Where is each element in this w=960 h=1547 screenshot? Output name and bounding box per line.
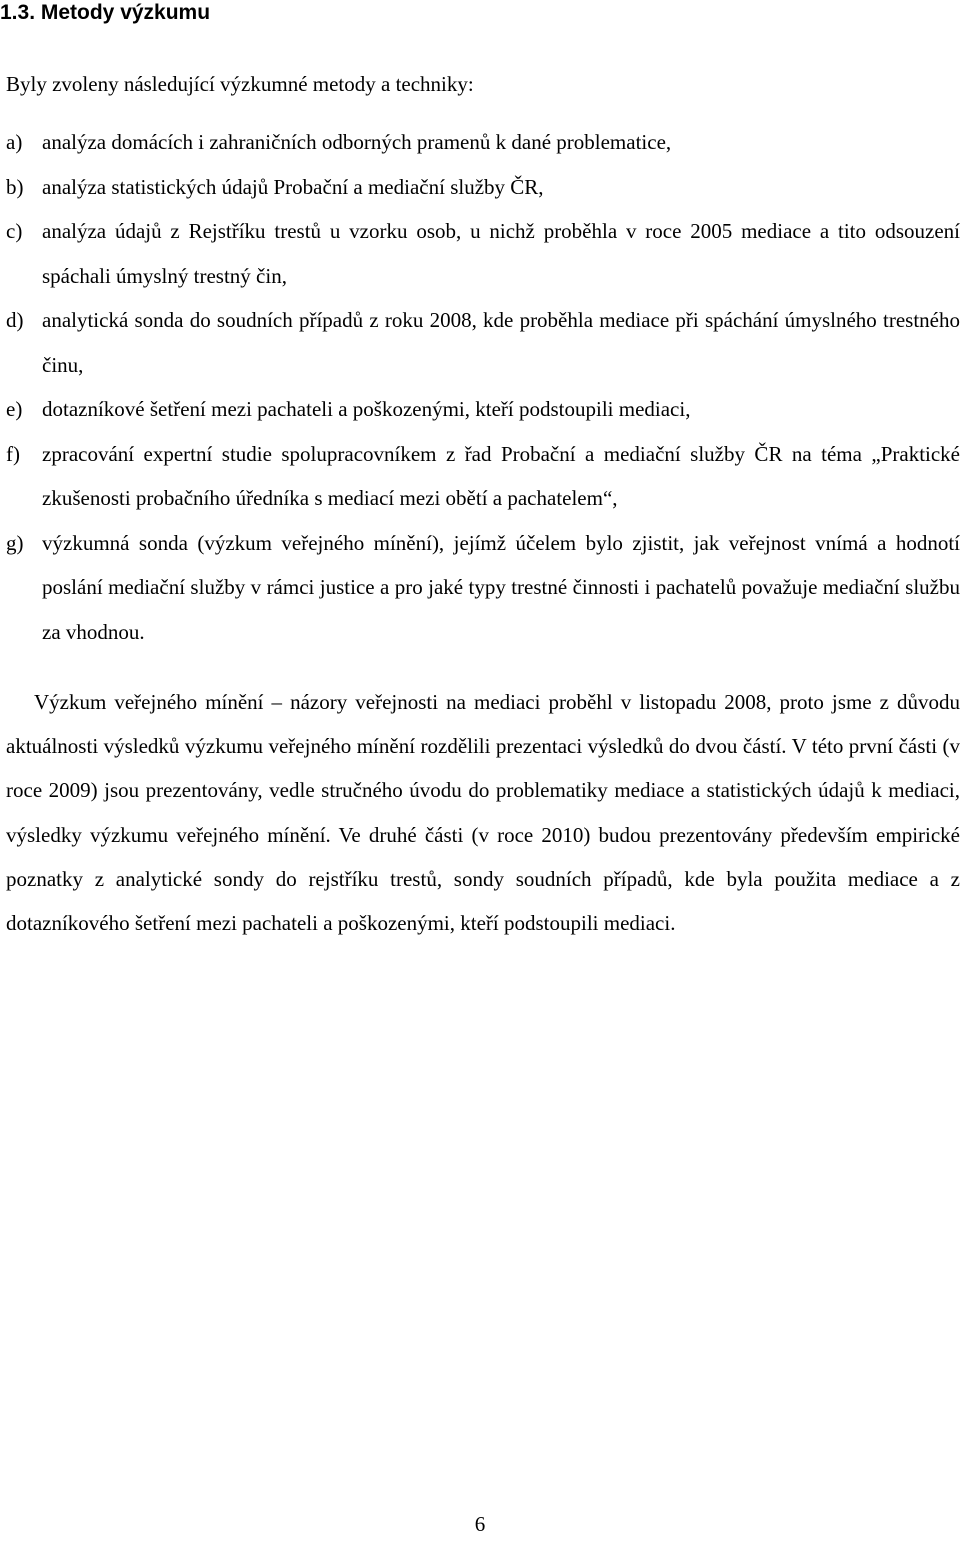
section-heading: 1.3. Metody výzkumu — [0, 1, 211, 24]
list-item — [0, 298, 960, 387]
methods-list — [0, 120, 960, 654]
list-item-text: analýza statistických údajů Probační a mediační služby ČR, — [42, 174, 544, 199]
list-item-text: dotazníkové šetření mezi pachateli a poškozenými, kteří podstoupili mediaci, — [42, 397, 691, 421]
list-marker: g) — [6, 530, 24, 555]
list-marker: d) — [6, 308, 24, 332]
list-marker: f) — [6, 441, 20, 466]
list-item — [0, 521, 960, 655]
list-item-text: analýza údajů z Rejstříku trestů u vzorku osob, u nichž proběhla v roce 2005 mediace a tito odsouzení spáchali úmyslný trestný čin, — [42, 219, 960, 288]
list-item — [0, 120, 960, 165]
list-item-text: zpracování expertní studie spolupracovníkem z řad Probační a mediační služby ČR na téma „Praktické zkušenosti probačního úředníka s mediací mezi obětí a pachatelem“, — [42, 441, 960, 510]
intro-text: Byly zvoleny následující výzkumné metody a techniky: — [6, 72, 474, 96]
body-paragraph: Výzkum veřejného mínění – názory veřejnosti na mediaci proběhl v listopadu 2008, proto jsme z důvodu aktuálnosti výsledků výzkumu veřejného mínění rozdělili prezentaci výsledků do dvou částí. V této první části (v roce 2009) jsou prezentovány, vedle stručného úvodu do problematiky mediace a statistických údajů k mediaci, výsledky výzkumu veřejného mínění. Ve druhé části (v roce 2010) budou prezentovány především empirické poznatky z analytické sondy do rejstříku trestů, sondy soudních případů, kde byla použita mediace a z dotazníkového šetření mezi pachateli a poškozenými, kteří podstoupili mediaci. — [6, 690, 960, 936]
list-marker: e) — [6, 397, 23, 421]
list-marker: a) — [6, 130, 23, 154]
list-item-text: analytická sonda do soudních případů z roku 2008, kde proběhla mediace při spáchání úmyslného trestného činu, — [42, 308, 960, 377]
list-item — [0, 209, 960, 298]
list-item — [0, 432, 960, 521]
page-number: 6 — [474, 1512, 486, 1536]
list-marker: c) — [6, 219, 23, 243]
list-item — [0, 387, 960, 432]
list-item — [0, 165, 960, 210]
list-item-text: analýza domácích i zahraničních odborných pramenů k dané problematice, — [42, 130, 672, 154]
list-item-text: výzkumná sonda (výzkum veřejného mínění), jejímž účelem bylo zjistit, jak veřejnost vnímá a hodnotí poslání mediační služby v rámci justice a pro jaké typy trestné činnosti i pachatelů považuje mediační službu za vhodnou. — [42, 530, 960, 644]
list-marker: b) — [6, 174, 24, 199]
